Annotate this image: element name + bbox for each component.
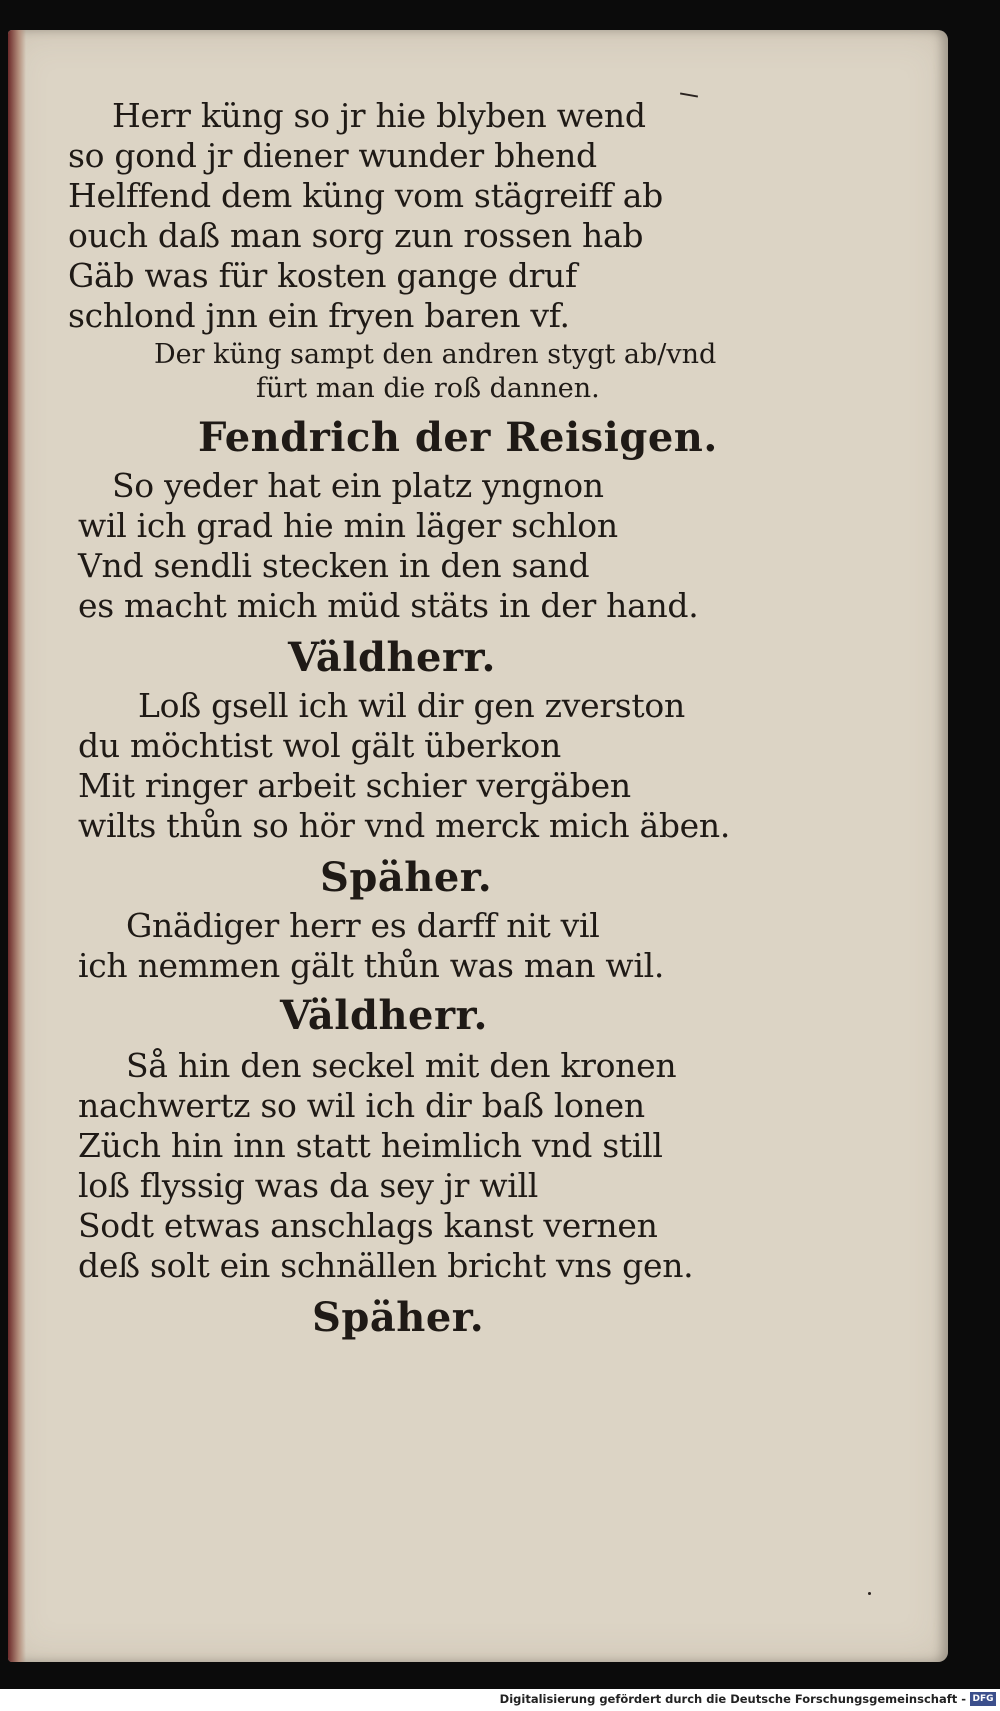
verse-line: Gnädiger herr es darff nit vil: [126, 906, 600, 945]
verse-line: schlond jnn ein fryen baren vf.: [68, 296, 570, 335]
verse-line: du möchtist wol gält überkon: [78, 726, 561, 765]
verse-line: Sodt etwas anschlags kanst vernen: [78, 1206, 658, 1245]
footer-bar: [0, 1689, 1000, 1711]
speaker-heading: Fendrich der Reisigen.: [198, 414, 718, 461]
verse-line: Loß gsell ich wil dir gen zverston: [138, 686, 685, 725]
verse-line: deß solt ein schnällen bricht vns gen.: [78, 1246, 694, 1285]
verse-line: so gond jr diener wunder bhend: [68, 136, 597, 175]
speaker-heading: Väldherr.: [288, 634, 496, 681]
book-page: [8, 30, 948, 1662]
verse-line: Mit ringer arbeit schier vergäben: [78, 766, 631, 805]
verse-line: wilts thůn so hör vnd merck mich äben.: [78, 806, 731, 845]
verse-line: wil ich grad hie min läger schlon: [78, 506, 618, 545]
verse-line: ouch daß man sorg zun rossen hab: [68, 216, 644, 255]
ink-speck: [868, 1592, 871, 1595]
speaker-heading: Väldherr.: [280, 992, 488, 1039]
funding-credit: Digitalisierung gefördert durch die Deutsche Forschungsgemeinschaft -: [499, 1692, 966, 1706]
verse-line: loß flyssig was da sey jr will: [78, 1166, 539, 1205]
stage-direction-line: Der küng sampt den andren stygt ab/vnd: [154, 339, 717, 370]
verse-line: Gäb was für kosten gange druf: [68, 256, 577, 295]
verse-line: nachwertz so wil ich dir baß lonen: [78, 1086, 645, 1125]
verse-line: So yeder hat ein platz yngnon: [112, 466, 604, 505]
dfg-logo: DFG: [970, 1692, 996, 1706]
speaker-heading: Späher.: [312, 1294, 485, 1341]
verse-line: Så hin den seckel mit den kronen: [126, 1046, 677, 1085]
verse-line: ich nemmen gält thůn was man wil.: [78, 946, 665, 985]
verse-line: Züch hin inn statt heimlich vnd still: [78, 1126, 663, 1165]
speaker-heading: Späher.: [320, 854, 493, 901]
page-text: [8, 30, 948, 1662]
verse-line: Herr küng so jr hie blyben wend: [112, 96, 646, 135]
ink-mark: [680, 92, 698, 97]
stage-direction-line: fürt man die roß dannen.: [256, 373, 600, 404]
verse-line: es macht mich müd stäts in der hand.: [78, 586, 699, 625]
verse-line: Vnd sendli stecken in den sand: [78, 546, 590, 585]
verse-line: Helffend dem küng vom stägreiff ab: [68, 176, 663, 215]
